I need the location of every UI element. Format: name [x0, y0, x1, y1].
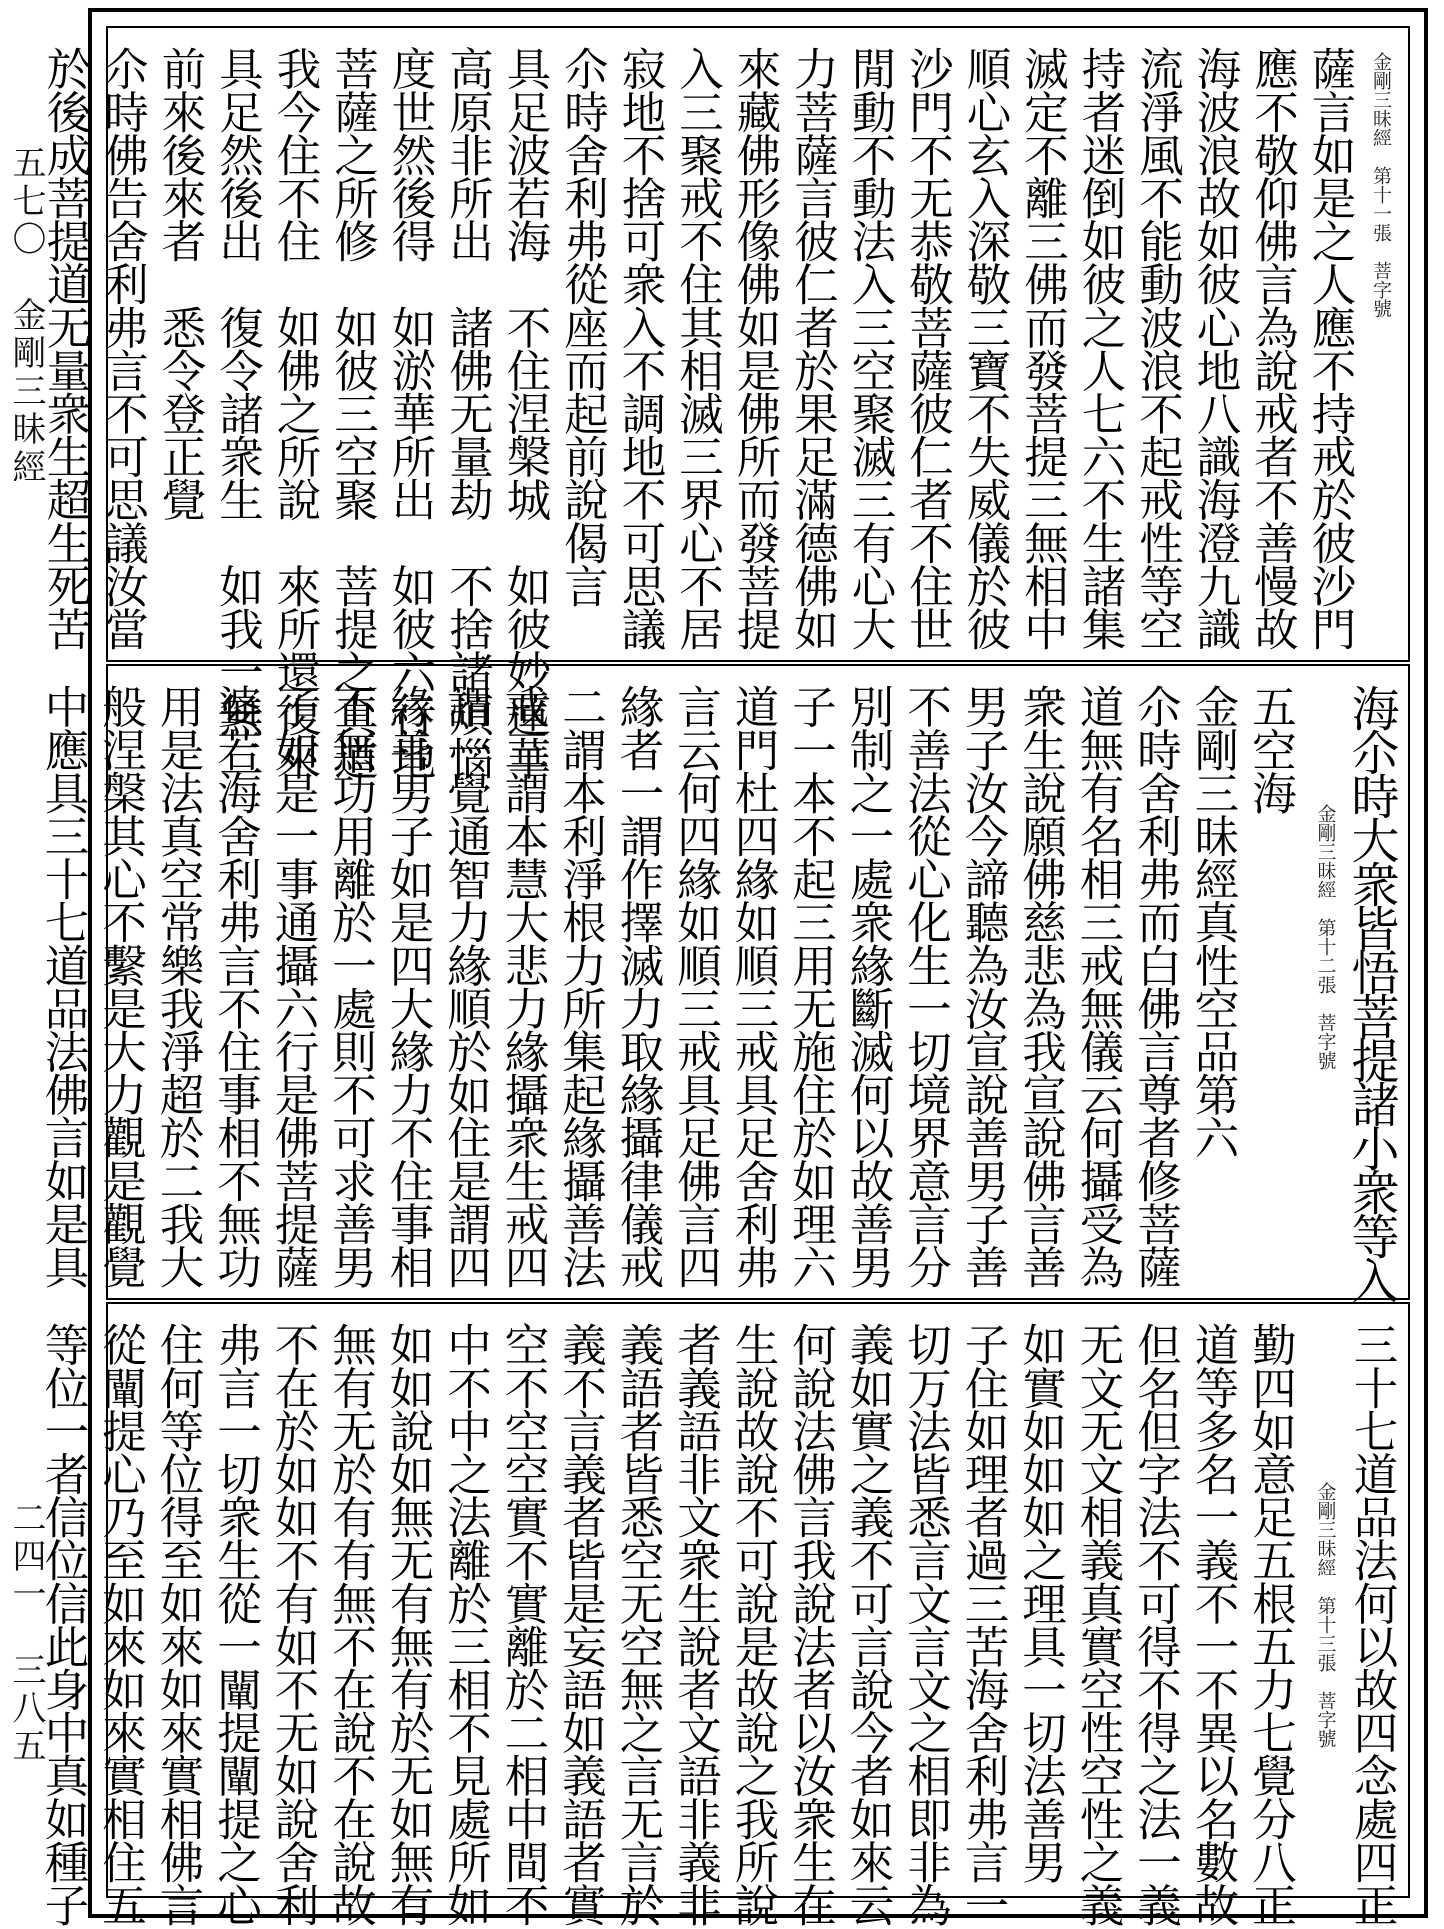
text-column: 不在於如如不有如不无如說舍利 — [267, 1322, 318, 1926]
margin-volume-page: 二四一 三八五 — [6, 1500, 46, 1766]
verse-column: 具足然後出 復令諸衆生 如我一無二 — [211, 46, 263, 779]
panel-header-note: 金剛三昧經 第十一張 菩字號 — [1370, 52, 1392, 318]
text-column: 別制之一處衆緣斷滅何以故善男 — [842, 684, 893, 1288]
text-column: 無有无於有有無不在說不在說故 — [324, 1322, 376, 1926]
text-column: 空不空空實不實離於二相中間不 — [497, 1322, 548, 1926]
text-column: 流淨風不能動波浪不起戒性等空 — [1131, 46, 1183, 650]
text-column: 五空海 — [1244, 684, 1296, 814]
text-column: 持者迷倒如彼之人七六不生諸集 — [1074, 46, 1125, 650]
text-column: 尒時佛告舍利弗言不可思議汝當 — [96, 46, 148, 650]
page-frame — [37, 8, 1428, 1926]
verse-column: 度世然後得 如淤華所出 如彼六行地 — [384, 46, 435, 779]
margin-title: 五七〇 金剛三昧經 — [6, 145, 46, 487]
text-column: 中不中之法離於三相不見處所如 — [439, 1322, 491, 1926]
text-column: 謂一覺通智力緣順於如住是謂四 — [439, 684, 491, 1288]
text-column: 子如是一事通攝六行是佛菩提薩 — [267, 684, 318, 1288]
text-column: 義不言義者皆是妄語如義語者實 — [554, 1322, 606, 1926]
text-panel-3 — [37, 1302, 1410, 1926]
text-column: 不善法從心化生一切境界意言分 — [899, 684, 951, 1288]
text-column: 子住如理者過三苦海舍利弗言一 — [957, 1322, 1008, 1926]
text-column: 如實如如如之理具一切法善男 — [1014, 1322, 1066, 1883]
text-column: 无文无文相義真實空性空性之義 — [1072, 1322, 1123, 1926]
text-column: 順心玄入深敬三寶不失威儀於彼 — [959, 46, 1010, 650]
text-column: 緣者一謂作擇滅力取緣攝律儀戒 — [612, 684, 663, 1288]
text-column: 但名但字法不可得不得之法一義 — [1129, 1322, 1181, 1926]
text-column: 言云何四緣如順三戒具足佛言四 — [669, 684, 721, 1288]
text-column: 道無有名相三戒無儀云何攝受為 — [1072, 684, 1123, 1288]
text-column: 緣善男子如是四大緣力不住事相 — [382, 684, 433, 1288]
text-column: 般涅槃其心不繫是大力觀是觀覺 — [94, 684, 146, 1288]
text-column: 二謂本利淨根力所集起緣攝善法 — [554, 684, 606, 1288]
text-column: 切万法皆悉言文言文之相即非為 — [899, 1322, 951, 1926]
text-column: 何說法佛言我說法者以汝衆生在 — [784, 1322, 836, 1926]
text-column: 薩言如是之人應不持戒於彼沙門 — [1304, 46, 1355, 650]
text-column: 海波浪故如彼心地八識海澄九識 — [1189, 46, 1240, 650]
text-panel-2 — [37, 664, 1410, 1300]
title-column: 海尒時大衆皆悟菩提諸小衆等入 — [1343, 684, 1399, 1300]
text-column: 義如實之義不可言說今者如來云 — [842, 1322, 893, 1926]
panel-header-note: 金剛三昧經 第十三張 菩字號 — [1314, 1482, 1337, 1748]
chapter-title: 金剛三昧經真性空品第六 — [1187, 684, 1238, 1159]
text-column: 滅定不離三佛而發菩提三無相中 — [1016, 46, 1068, 650]
text-column: 衆生說願佛慈悲為我宣說佛言善 — [1014, 684, 1066, 1288]
text-column: 從闡提心乃至如來如來實相住五 — [94, 1322, 146, 1926]
text-column: 寂地不捨可衆入不調地不可思議 — [614, 46, 665, 650]
verse-column: 前來後來者 悉令登正覺 — [154, 46, 205, 521]
text-column: 中應具三十七道品法佛言如是具 — [37, 684, 88, 1288]
text-column: 弗言一切衆生從一闡提闡提之心 — [209, 1322, 261, 1926]
text-column: 三十七道品法何以故四念處四正 — [1346, 1322, 1397, 1926]
text-column: 道等多名一義不一不異以名數故 — [1187, 1322, 1238, 1926]
text-column: 住何等位得至如來如來實相佛言 — [152, 1322, 203, 1926]
text-column: 婆若海舍利弗言不住事相不無功 — [209, 684, 261, 1288]
text-column: 尒時舍利弗從座而起前說偈言 — [556, 46, 608, 607]
verse-column: 我今住不住 如佛之所說 來所還復來 — [269, 46, 320, 779]
text-column: 勤四如意足五根五力七覺分八正 — [1244, 1322, 1296, 1926]
text-column: 義語者皆悉空无空無之言无言於 — [612, 1322, 663, 1926]
text-column: 閒動不動法入三空聚滅三有心大 — [844, 46, 895, 650]
text-column: 等位一者信位信此身中真如種子 — [37, 1322, 88, 1926]
panel-header-note: 金剛三昧經 第十二張 菩字號 — [1314, 804, 1337, 1070]
text-column: 應不敬仰佛言為說戒者不善慢故 — [1246, 46, 1298, 650]
text-column: 戒三謂本慧大悲力緣攝衆生戒四 — [497, 684, 548, 1288]
text-column: 來藏佛形像佛如是佛所而發菩提 — [729, 46, 780, 650]
verse-column: 菩薩之所修 如彼三空聚 菩提之真道 — [326, 46, 378, 779]
verse-column: 高原非所出 諸佛无量劫 不捨諸煩惱 — [441, 46, 493, 779]
text-column: 者義語非文衆生說者文語非義非 — [669, 1322, 721, 1926]
text-column: 力菩薩言彼仁者於果足滿德佛如 — [786, 46, 838, 650]
text-column: 尒時舍利弗而白佛言尊者修菩薩 — [1129, 684, 1181, 1288]
text-column: 男子汝今諦聽為汝宣說善男子善 — [957, 684, 1008, 1288]
text-column: 沙門不无恭敬菩薩彼仁者不住世 — [901, 46, 953, 650]
text-column: 如如說如無无有無有於无如無有 — [382, 1322, 433, 1926]
text-column: 於後成菩提道无量衆生超生死苦 — [39, 46, 90, 650]
text-column: 用是法真空常樂我淨超於二我大 — [152, 684, 203, 1288]
text-column: 生說故說不可說是故說之我所說 — [727, 1322, 778, 1926]
verse-column: 具足波若海 不住涅槃城 如彼妙蓮華 — [499, 46, 550, 779]
text-column: 入三聚戒不住其相滅三界心不居 — [671, 46, 723, 650]
text-column: 道門杜四緣如順三戒具足舍利弗 — [727, 684, 778, 1288]
text-column: 子一本不起三用无施住於如理六 — [784, 684, 836, 1288]
text-column: 不無功用離於一處則不可求善男 — [324, 684, 376, 1288]
